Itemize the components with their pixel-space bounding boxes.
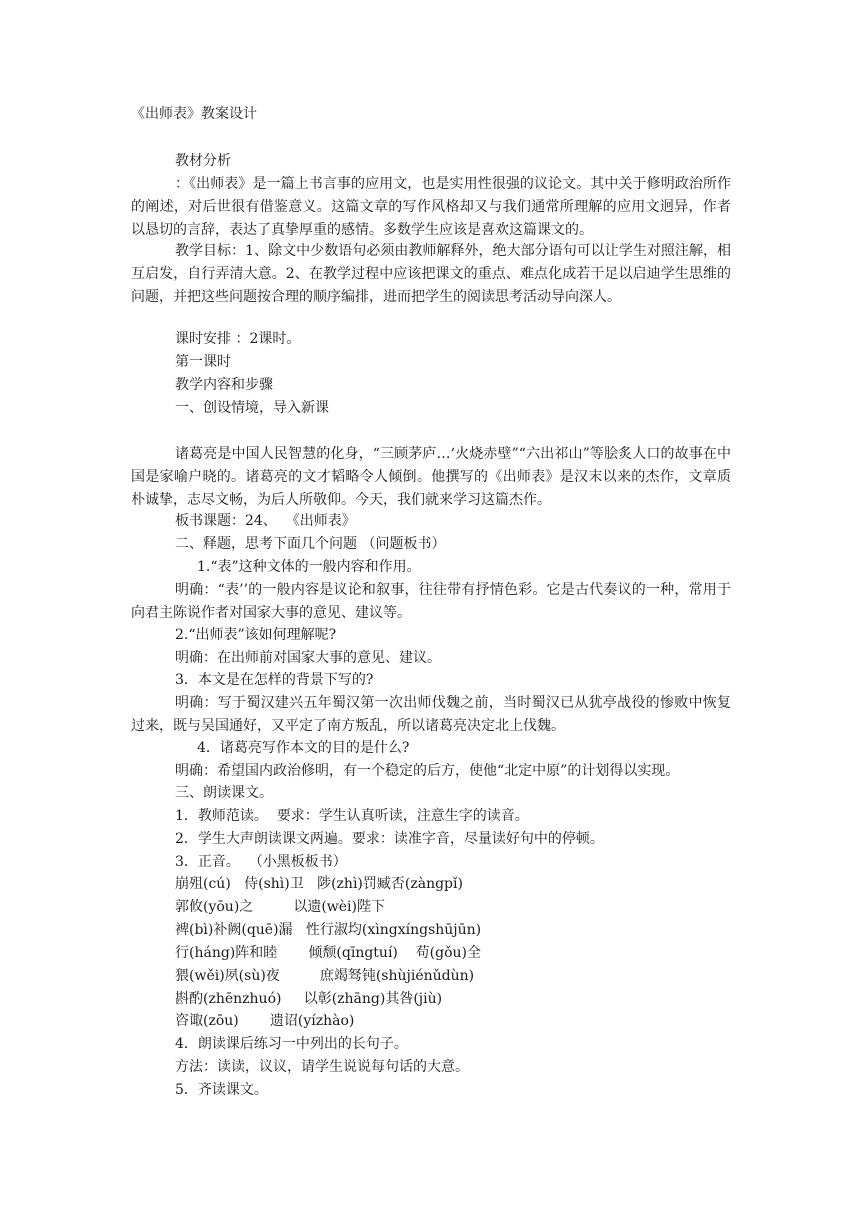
answer-1-paragraph: 明确：“表’’的一般内容是议论和叙事，往往带有抒情色彩。它是古代奏议的一种，常用于向君主陈说作者对国家大事的意见、建议等。	[131, 582, 731, 621]
goal-paragraph: 教学目标：1、除文中少数语句必须由教师解释外，绝大部分语句可以让学生对照注解，相互启发，自行弄清大意。2、在教学过程中应该把课文的重点、难点化成若干足以启迪学生思维的问题，并把这些问题按合理的顺序编排，进而把学生的阅读思考活动导向深人。	[131, 243, 731, 305]
answer-3-paragraph: 明确：写于蜀汉建兴五年蜀汉第一次出师伐魏之前，当时蜀汉已从犹亭战役的惨败中恢复过来，既与吴国通好，又平定了南方叛乱，所以诸葛亮决定北上伐魏。	[131, 695, 731, 734]
hours-line: 课时安排 ：2课时。	[175, 331, 301, 347]
pronunciation-line: 郭攸(yōu)之 以遗(wèi)陛下	[175, 899, 385, 915]
board-title-line: 板书课题：24、 《出师表》	[175, 513, 356, 529]
question-2: 2.“出师表”该如何理解呢?	[175, 627, 337, 643]
section-2-heading: 二、释题，思考下面几个问题 （问题板书）	[175, 536, 446, 552]
method-line: 方法：读读，议议，请学生说说每句话的大意。	[175, 1059, 469, 1075]
question-3: 3．本文是在怎样的背景下写的?	[175, 672, 374, 688]
reading-step-4: 4．朗读课后练习一中列出的长句子。	[175, 1036, 408, 1052]
pronunciation-line: 行(háng)阵和睦 倾颓(qīngtuí) 苟(gǒu)全	[175, 945, 482, 961]
reading-step-1: 1．教师范读。 要求：学生认真听读，注意生字的读音。	[175, 808, 529, 824]
lesson-heading: 第一课时	[175, 354, 231, 370]
document-title: 《出师表》教案设计	[131, 106, 257, 122]
reading-step-5: 5．齐读课文。	[175, 1082, 268, 1098]
reading-step-3: 3．正音。 （小黑板板书）	[175, 854, 347, 870]
section-1-heading: 一、创设情境，导入新课	[175, 400, 329, 416]
analysis-heading: 教材分析	[175, 153, 231, 169]
steps-heading: 教学内容和步骤	[175, 377, 273, 393]
question-1: 1.“表”这种文体的一般内容和作用。	[197, 559, 421, 575]
answer-2: 明确：在出师前对国家大事的意见、建议。	[175, 650, 441, 666]
analysis-paragraph: ：《出师表》是一篇上书言事的应用文，也是实用性很强的议论文。其中关于修明政治所作的阐述，对后世很有借鉴意义。这篇文章的写作风格却又与我们通常所理解的应用文迥异，作者以恳切的言辞，表达了真挚厚重的感情。多数学生应该是喜欢这篇课文的。	[131, 176, 731, 238]
reading-step-2: 2．学生大声朗读课文两遍。要求：读准字音，尽量读好句中的停顿。	[175, 831, 604, 847]
pronunciation-line: 猥(wěi)夙(sù)夜 庶竭驽钝(shùjiénǔdùn)	[175, 968, 475, 984]
pronunciation-line: 崩殂(cú) 侍(shì)卫 陟(zhì)罚臧否(zàngpǐ)	[175, 876, 463, 892]
pronunciation-line: 斟酌(zhēnzhuó) 以彰(zhāng)其咎(jiù)	[175, 991, 443, 1007]
answer-4: 明确：希望国内政治修明，有一个稳定的后方，使他“北定中原”的计划得以实现。	[175, 763, 680, 779]
question-4: 4．诸葛亮写作本文的目的是什么?	[197, 740, 410, 756]
pronunciation-line: 裨(bì)补阙(quē)漏 性行淑均(xìngxíngshūjūn)	[175, 922, 482, 938]
section-3-heading: 三、朗读课文。	[175, 785, 273, 801]
pronunciation-line: 咨诹(zōu) 遗诏(yízhào)	[175, 1013, 355, 1029]
intro-paragraph: 诸葛亮是中国人民智慧的化身，“三顾茅庐…‘火烧赤壁”“六出祁山”等脍炙人口的故事在中国是家喻户晓的。诸葛亮的文才韬略令人倾倒。他撰写的《出师表》是汉末以来的杰作，文章质朴诚挚，志尽文畅，为后人所敬仰。今天，我们就来学习这篇杰作。	[131, 446, 731, 508]
